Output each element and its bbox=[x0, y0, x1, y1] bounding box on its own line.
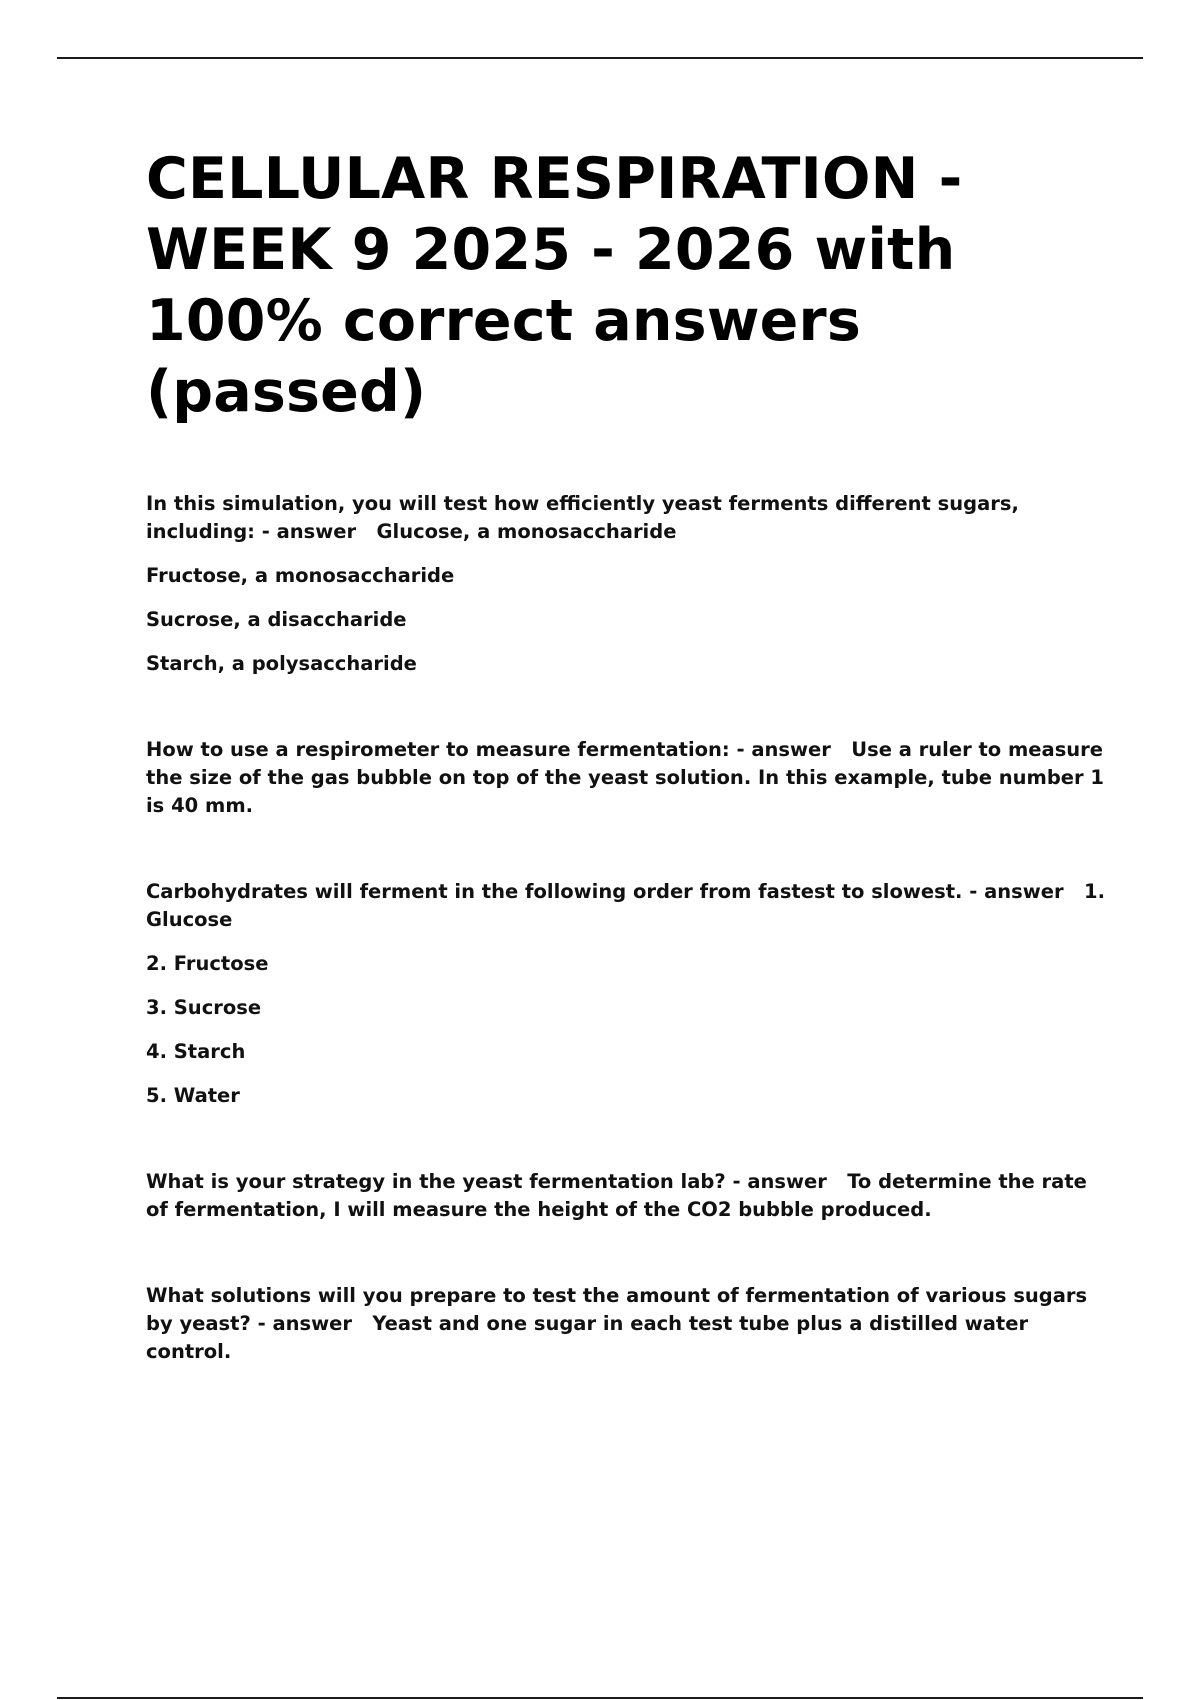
qa-item-solutions bbox=[146, 1282, 1106, 1366]
qa-answer-line: 3. Sucrose bbox=[146, 996, 262, 1019]
qa-text: In this simulation, you will test how efficiently yeast ferments different sugars, including: - answer Glucose, a monosaccharide bbox=[146, 492, 1019, 543]
qa-item-fermentation-order bbox=[146, 878, 1106, 1110]
qa-item-sugars bbox=[146, 490, 1106, 678]
footer-rule bbox=[57, 1697, 1143, 1699]
qa-text: How to use a respirometer to measure fermentation: - answer Use a ruler to measure the size of the gas bubble on top of the yeast solution. In this example, tube number 1 is 40 mm. bbox=[146, 738, 1104, 817]
qa-text: What is your strategy in the yeast fermentation lab? - answer To determine the rate of fermentation, I will measure the height of the CO2 bubble produced. bbox=[146, 1170, 1087, 1221]
document-body bbox=[146, 144, 1106, 1366]
qa-answer-line: Starch, a polysaccharide bbox=[146, 652, 417, 675]
qa-answer-line: 5. Water bbox=[146, 1084, 240, 1107]
qa-text: What solutions will you prepare to test the amount of fermentation of various sugars by yeast? - answer Yeast and one sugar in each test tube plus a distilled water control. bbox=[146, 1284, 1088, 1363]
qa-answer-line: Fructose, a monosaccharide bbox=[146, 564, 455, 587]
qa-answer-line: 4. Starch bbox=[146, 1040, 246, 1063]
qa-answer-line: 2. Fructose bbox=[146, 952, 269, 975]
qa-item-strategy bbox=[146, 1168, 1106, 1224]
document-title: CELLULAR RESPIRATION - WEEK 9 2025 - 2026 with 100% correct answers (passed) bbox=[146, 146, 963, 425]
header-rule bbox=[57, 57, 1143, 59]
qa-answer-line: Sucrose, a disaccharide bbox=[146, 608, 407, 631]
qa-text: Carbohydrates will ferment in the following order from fastest to slowest. - answer 1. Glucose bbox=[146, 880, 1105, 931]
qa-item-respirometer bbox=[146, 736, 1106, 820]
